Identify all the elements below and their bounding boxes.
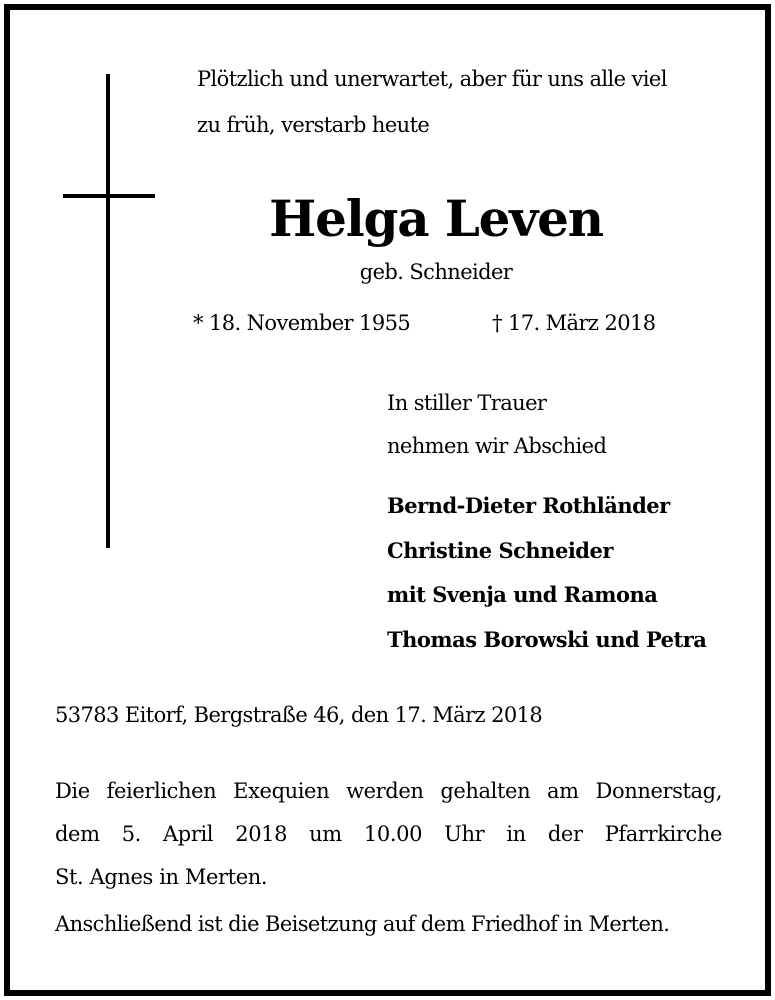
mourners-list bbox=[387, 490, 706, 668]
mourning-line: In stiller Trauer bbox=[387, 391, 547, 415]
intro-line: zu früh, verstarb heute bbox=[197, 113, 430, 137]
mourning-line: nehmen wir Abschied bbox=[387, 434, 607, 458]
mourner-name: Christine Schneider bbox=[387, 537, 613, 563]
mourner-name: Thomas Borowski und Petra bbox=[387, 626, 707, 652]
death-date: † 17. März 2018 bbox=[492, 311, 656, 335]
intro-line: Plötzlich und unerwartet, aber für uns alle viel bbox=[197, 67, 667, 91]
deceased-name: Helga Leven bbox=[269, 189, 603, 248]
mourner-name: mit Svenja und Ramona bbox=[387, 582, 658, 607]
burial-text: Anschließend ist die Beisetzung auf dem Friedhof in Merten. bbox=[55, 912, 670, 936]
service-line: Die feierlichen Exequien werden gehalten am Donnerstag, bbox=[55, 779, 722, 803]
service-line: St. Agnes in Merten. bbox=[55, 865, 268, 889]
intro-text bbox=[197, 62, 727, 154]
mourner-name: Bernd-Dieter Rothländer bbox=[387, 493, 670, 518]
cross-vertical-bar bbox=[106, 74, 110, 548]
funeral-service-text bbox=[55, 770, 722, 899]
maiden-name: geb. Schneider bbox=[359, 260, 513, 284]
place-and-date: 53783 Eitorf, Bergstraße 46, den 17. März 2018 bbox=[55, 703, 543, 727]
birth-date: * 18. November 1955 bbox=[193, 311, 411, 335]
service-line: dem 5. April 2018 um 10.00 Uhr in der Pfarrkirche bbox=[55, 822, 722, 846]
